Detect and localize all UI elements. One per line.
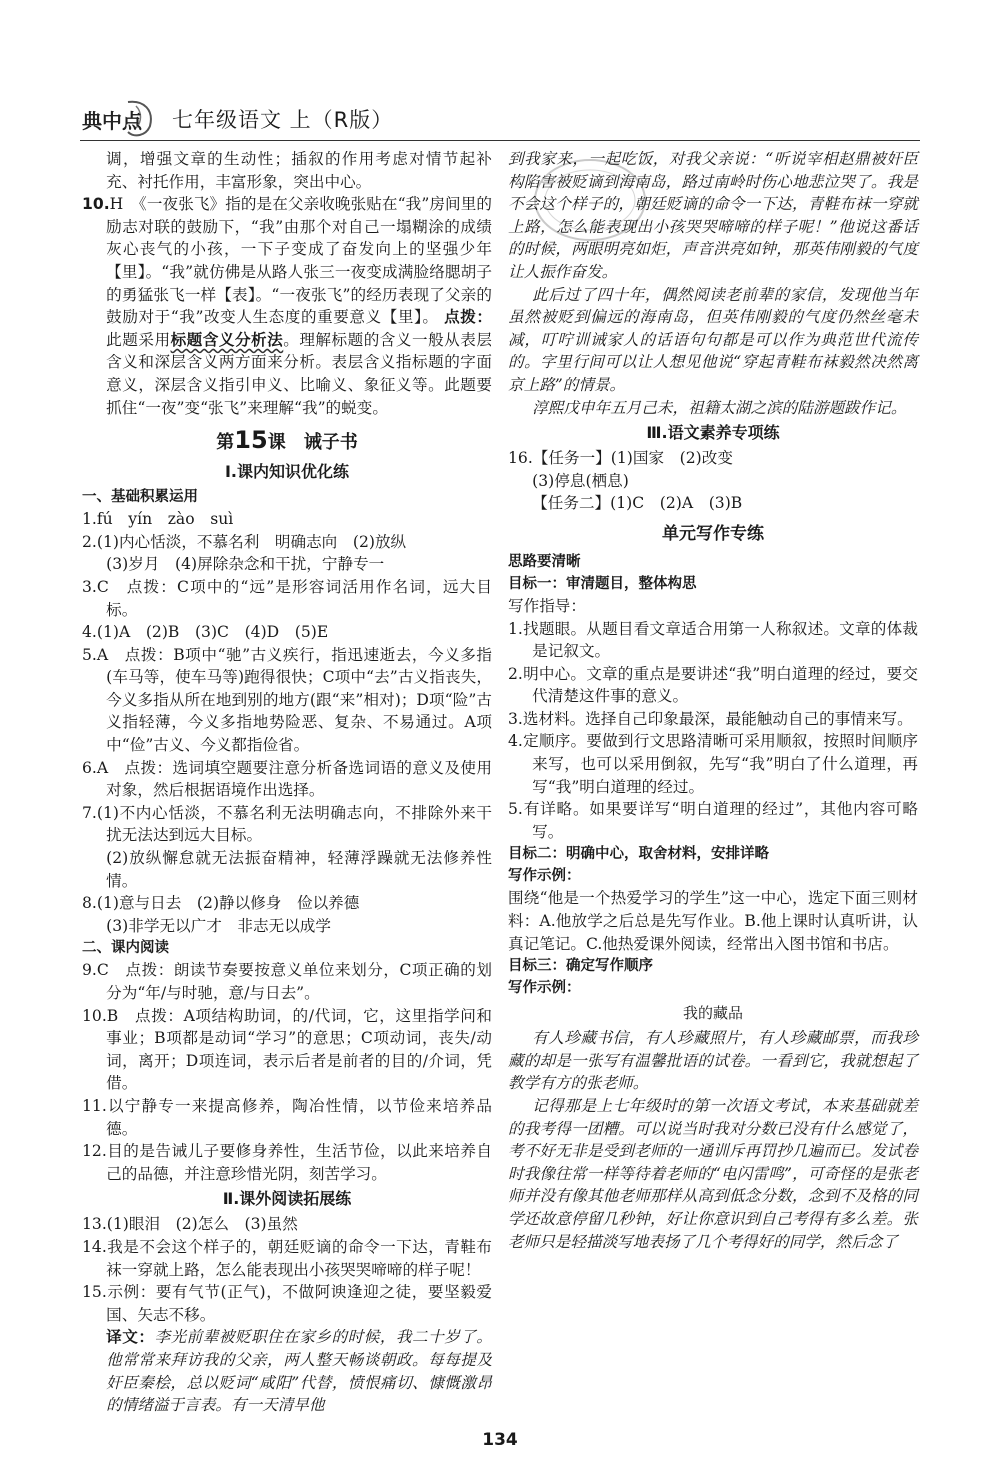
guide-3: 3.选材料。选择自己印象最深，最能触动自己的事情来写。 — [508, 709, 913, 728]
example-text: 围绕“他是一个热爱学习的学生”这一中心，选定下面三则材料：A.他放学之后总是先写作业。B.他上课时认真听讲，认真记笔记。C.他热爱课外阅读，经常出入图书馆和书店。 — [508, 889, 918, 953]
goal-3-heading: 目标三：确定写作顺序 — [508, 958, 653, 975]
think-heading: 思路要清晰 — [508, 553, 581, 570]
translation-paragraph-3: 淳熙戊申年五月己未，祖籍太湖之滨的陆游题跋作记。 — [532, 398, 907, 417]
answer-11: 11.以宁静专一来提高修养，陶冶性情，以节俭来培养品德。 — [82, 1096, 492, 1138]
answer-8: 8.(1)意与日去 (2)静以修身 俭以养德 — [82, 894, 360, 913]
example-label-2: 写作示例： — [508, 980, 581, 997]
answer-2: 2.(1)内心恬淡，不慕名利 明确志向 (2)放纵 — [82, 532, 407, 551]
answer-6: 6.A 点拨：选词填空题要注意分析备选词语的意义及使用对象，然后根据语境作出选择。 — [82, 758, 492, 800]
answer-10b: 10.B 点拨：A项结构助词，的/代词，它，这里指学问和事业；B项都是动词“学习”的意思；C项动词，丧失/动词，离开；D项连词，表示后者是前者的目的/介词，凭借。 — [82, 1006, 492, 1093]
answer-5: 5.A 点拨：B项中“驰”古义疾行，指迅速逝去，今义多指(车马等，使车马等)跑得很快；C项中“去”古义指丧失，今义多指从所在地到别的地方(跟“来”相对)；D项“险”古义指轻薄，今义多指地势险恶、复杂、不易通过。A项中“俭”古义、今义都指俭省。 — [82, 645, 492, 755]
lesson-number: 15 — [234, 426, 268, 455]
answer-10-tip-label: 点拨： — [444, 308, 492, 327]
answer-7-cont: (2)放纵懈怠就无法振奋精神，轻薄浮躁就无法修养性情。 — [106, 849, 492, 890]
answer-10 — [82, 193, 492, 419]
goal-1-heading: 目标一：审清题目，整体构思 — [508, 575, 697, 592]
answer-10-text: H 《一夜张飞》指的是在父亲收晚张贴在“我”房间里的励志对联的鼓励下，“我”由那个对自己一塌糊涂的成绩灰心丧气的小孩，一下子变成了奋发向上的坚强少年【里】。“我”就仿佛是从路人张三一夜变成满脸络腮胡子的勇猛张飞一样【表】。“一夜张飞”的经历表现了父亲的鼓励对于“我”改变人生态度的重要意义【里】。 — [106, 195, 492, 327]
page-header — [80, 92, 920, 144]
answer-8-cont: (3)非学无以广才 非志无以成学 — [106, 916, 331, 935]
answer-16-cont: (3)停息(栖息) — [532, 471, 629, 490]
guide-2: 2.明中心。文章的重点是要讲述“我”明白道理的经过，要交代清楚这件事的意义。 — [508, 664, 918, 706]
example-label-1: 写作示例： — [508, 868, 581, 885]
answer-16: 16.【任务一】(1)国家 (2)改变 — [508, 449, 733, 468]
answer-7: 7.(1)不内心恬淡，不慕名利无法明确志向，不排除外来干扰无法达到远大目标。 — [82, 803, 492, 845]
lesson-title — [82, 425, 492, 458]
answer-16-task2: 【任务二】(1)C (2)A (3)B — [532, 494, 743, 513]
answer-10-number: 10. — [82, 195, 110, 214]
section-1-heading: 一、基础积累运用 — [82, 489, 198, 506]
svg-text:典中点: 典中点 — [82, 109, 142, 133]
header-divider — [80, 140, 920, 141]
guide-5: 5.有详略。如果要详写“明白道理的经过”，其他内容可略写。 — [508, 800, 918, 841]
answer-9: 9.C 点拨：朗读节奏要按意义单位来划分，C项正确的划分为“年/与时驰，意/与日去”。 — [82, 961, 492, 1002]
answer-13: 13.(1)眼泪 (2)怎么 (3)虽然 — [82, 1215, 298, 1234]
answer-4: 4.(1)A (2)B (3)C (4)D (5)E — [82, 623, 329, 642]
part-1-heading: Ⅰ.课内知识优化练 — [224, 462, 350, 482]
goal-2-heading: 目标二：明确中心，取舍材料，安排详略 — [508, 846, 769, 863]
lesson-name: 课 诫子书 — [267, 432, 358, 454]
right-column — [508, 148, 918, 1253]
translation — [82, 1326, 492, 1416]
page-number: 134 — [482, 1430, 518, 1450]
essay-paragraph-1: 有人珍藏书信，有人珍藏照片，有人珍藏邮票，而我珍藏的却是一张写有温馨批语的试卷。一看到它，我就想起了教学有方的张老师。 — [508, 1029, 918, 1093]
unit-writing-heading: 单元写作专练 — [662, 523, 764, 544]
part-3-heading: Ⅲ.语文素养专项练 — [646, 423, 780, 443]
answer-2-cont: (3)岁月 (4)屏除杂念和干扰，宁静专一 — [106, 555, 385, 574]
answer-10-tip-b: 。理解标题的含义一般从表层含义和深层含义两方面来分析。表层含义指标题的字面意义，深层含义指引申义、比喻义、象征义等。此题要抓住“一夜”变“张飞”来理解“我”的蜕变。 — [106, 330, 492, 417]
answer-15: 15.示例：要有气节(正气)，不做阿谀逢迎之徒，要坚毅爱国、矢志不移。 — [82, 1283, 492, 1324]
answer-10-tip-a: 此题采用 — [106, 330, 171, 349]
essay-paragraph-2: 记得那是上七年级时的第一次语文考试，本来基础就差的我考得一团糟。可以说当时我对分数已没有什么感觉了，考不好无非是受到老师的一通训斥再罚抄几遍而已。发试卷时我像往常一样等待着老师的“电闪雷鸣”，可奇怪的是张老师并没有像其他老师那样从高到低念分数，念到不及格的同学还故意停留几秒钟，好让你意识到自己考得有多么差。张老师只是轻描淡写地表扬了几个考得好的同学，然后念了 — [508, 1097, 918, 1251]
answer-3: 3.C 点拨：C项中的“远”是形容词活用作名词，远大目标。 — [82, 577, 492, 619]
answer-1: 1.fú yín zào suì — [82, 510, 234, 529]
writing-guide-label: 写作指导： — [508, 596, 586, 615]
essay-title: 我的藏品 — [682, 1004, 743, 1023]
header-title: 七年级语文 上（R版） — [172, 108, 394, 132]
translation-paragraph-2: 此后过了四十年，偶然阅读老前辈的家信，发现他当年虽然被贬到偏远的海南岛，但英伟刚毅的气度仍然丝毫未减，叮咛训诫家人的话语句句都是可以作为典范世代流传的。字里行间可以让人想见他说“穿起青鞋布袜毅然决然离京上路”的情景。 — [508, 285, 918, 394]
left-column — [82, 148, 492, 1417]
translation-continuation: 到我家来，一起吃饭，对我父亲说：“听说宰相赵鼎被奸臣构陷害被贬谪到海南岛，路过南岭时伤心地悲泣哭了。我是不会这个样子的，朝廷贬谪的命令一下达，青鞋布袜一穿就上路，怎么能表现出小孩哭哭啼啼的样子呢！”他说这番话的时候，两眼明亮如炬，声音洪亮如钟，那英伟刚毅的气度让人振作奋发。 — [508, 150, 918, 281]
translation-text: 李光前辈被贬职住在家乡的时候，我二十岁了。他常常来拜访我的父亲，两人整天畅谈朝政。每每提及奸臣秦桧，总以贬词“咸阳”代替，愤恨痛切、慷慨激昂的情绪溢于言表。有一天清早他 — [106, 1328, 492, 1415]
lesson-prefix: 第 — [216, 432, 235, 454]
answer-9-continuation: 调，增强文章的生动性；插叙的作用考虑对情节起补充、衬托作用，丰富形象，突出中心。 — [106, 150, 492, 191]
part-2-heading: Ⅱ.课外阅读拓展练 — [222, 1189, 352, 1209]
section-2-heading: 二、课内阅读 — [82, 940, 169, 957]
answer-12: 12.目的是告诫儿子要修身养性，生活节俭，以此来培养自己的品德，并注意珍惜光阴，刻苦学习。 — [82, 1142, 492, 1183]
translation-label: 译文： — [106, 1328, 155, 1347]
answer-14: 14.我是不会这个样子的，朝廷贬谪的命令一下达，青鞋布袜一穿就上路，怎么能表现出小孩哭哭啼啼的样子呢！ — [82, 1237, 492, 1279]
guide-1: 1.找题眼。从题目看文章适合用第一人称叙述。文章的体裁是记叙文。 — [508, 619, 918, 661]
answer-10-tip-method: 标题含义分析法 — [170, 330, 284, 349]
guide-4: 4.定顺序。要做到行文思路清晰可采用顺叙，按照时间顺序来写，也可以采用倒叙，先写“我”明白了什么道理，再写“我”明白道理的经过。 — [508, 732, 918, 796]
book-logo-icon — [80, 96, 158, 140]
